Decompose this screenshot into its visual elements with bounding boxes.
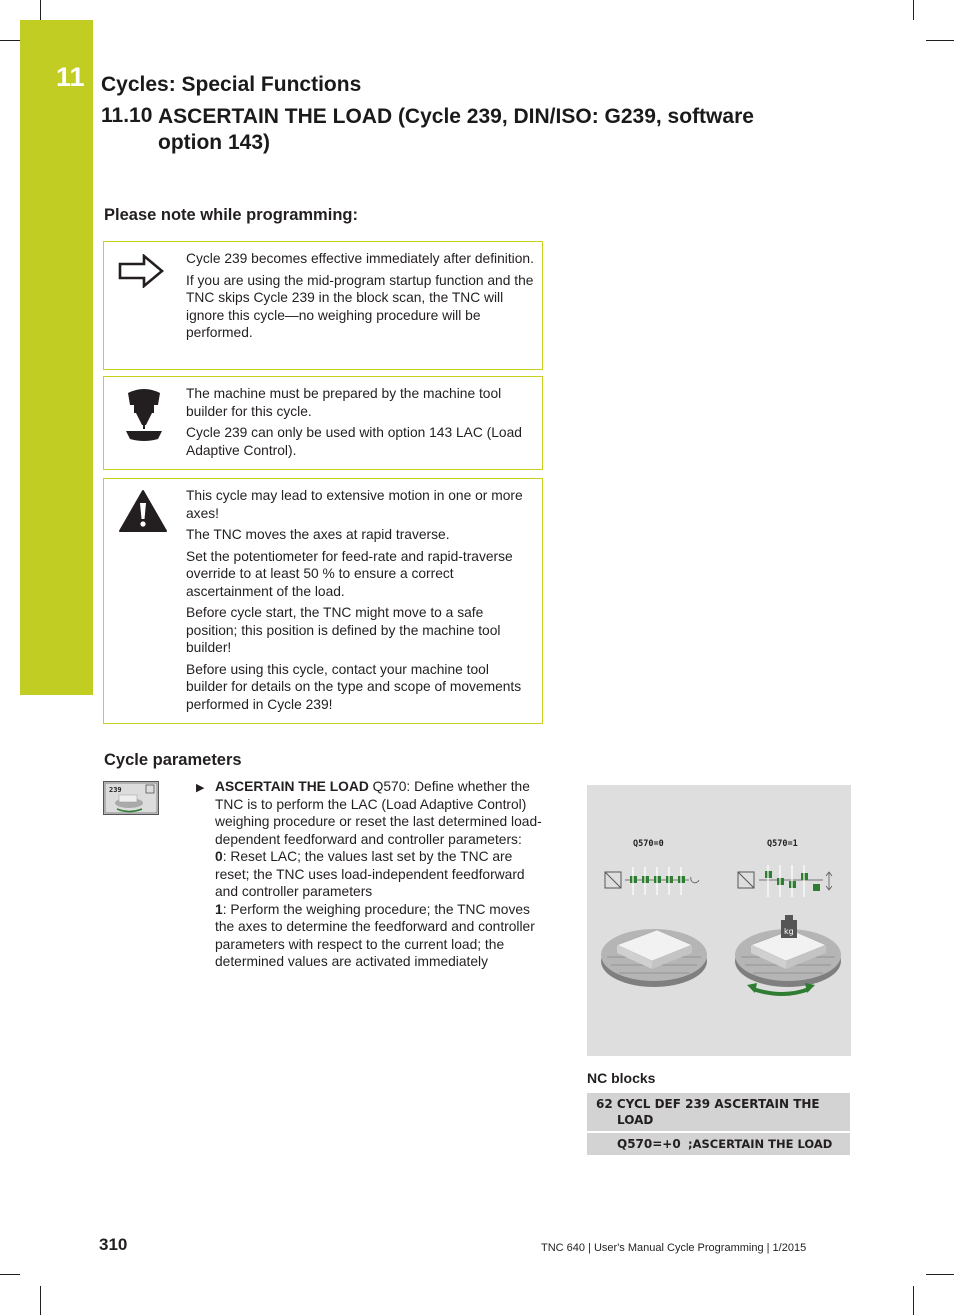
- crop-mark: [0, 40, 20, 41]
- param-intro: Q570: Define whether the TNC is to perform the LAC (Load Adaptive Control) weighing procedure or reset the last determined load-dependent feedforward and controller parameters:: [215, 779, 542, 847]
- param-name: ASCERTAIN THE LOAD: [215, 779, 369, 794]
- note-text: [186, 250, 534, 346]
- param-option-key: 0: [215, 849, 223, 864]
- param-description: [215, 778, 550, 971]
- param-option-text: : Reset LAC; the values last set by the TNC are reset; the TNC uses load-independent feedforward and controller parameters: [215, 849, 525, 899]
- crop-mark: [0, 1274, 20, 1275]
- note-paragraph: The TNC moves the axes at rapid traverse.: [186, 527, 450, 542]
- section-number: 11.10: [101, 104, 153, 127]
- weight-label: kg: [784, 927, 794, 936]
- note-text: [186, 487, 534, 717]
- crop-mark: [40, 1286, 41, 1315]
- note-paragraph: Cycle 239 can only be used with option 143 LAC (Load Adaptive Control).: [186, 425, 522, 458]
- nc-block-row: [587, 1093, 850, 1131]
- note-paragraph: The machine must be prepared by the machine tool builder for this cycle.: [186, 386, 502, 419]
- section-title: ASCERTAIN THE LOAD (Cycle 239, DIN/ISO: G239, software option 143): [158, 105, 754, 154]
- notes-heading: Please note while programming:: [104, 206, 358, 224]
- note-paragraph: Set the potentiometer for feed-rate and rapid-traverse override to at least 50 % to ensure a correct ascertainment of the load.: [186, 548, 513, 599]
- arrow-right-icon: [118, 254, 164, 293]
- note-box-effective: [103, 241, 543, 370]
- nc-block-text: 62 CYCL DEF 239 ASCERTAIN THE: [596, 1097, 820, 1111]
- chapter-title: Cycles: Special Functions: [101, 73, 362, 96]
- cycle-239-softkey[interactable]: [103, 781, 159, 815]
- warning-icon: [118, 489, 168, 538]
- figure-label-right: Q570=1: [767, 839, 798, 849]
- note-paragraph: Cycle 239 becomes effective immediately after definition.: [186, 251, 534, 266]
- crop-mark: [913, 0, 914, 20]
- bullet-triangle-icon: ▶: [196, 782, 205, 794]
- note-paragraph: Before cycle start, the TNC might move to a safe position; this position is defined by the machine tool builder!: [186, 605, 501, 655]
- rotary-table-right: [735, 915, 841, 994]
- note-paragraph: If you are using the mid-program startup function and the TNC skips Cycle 239 in the block scan, the TNC will ignore this cycle—no weighing procedure will be performed.: [186, 272, 534, 340]
- cycle-parameters-heading: Cycle parameters: [104, 751, 242, 769]
- nc-block-row: [587, 1133, 850, 1155]
- softkey-label: 239: [109, 786, 122, 794]
- figure-label-left: Q570=0: [633, 839, 664, 849]
- note-paragraph: This cycle may lead to extensive motion in one or more axes!: [186, 488, 523, 521]
- softkey-graphic-icon: [104, 782, 158, 814]
- nc-block-param: Q570=+0: [617, 1137, 681, 1151]
- note-box-warning: [103, 478, 543, 724]
- footer-text: TNC 640 | User's Manual Cycle Programming | 1/2015: [541, 1242, 807, 1254]
- note-text: [186, 385, 534, 463]
- cycle-illustration: [587, 785, 851, 1056]
- chapter-number: 11: [56, 62, 85, 92]
- crop-mark: [40, 0, 41, 20]
- page-number: 310: [99, 1235, 128, 1254]
- param-option-key: 1: [215, 901, 223, 917]
- signal-weighing-graphic: [738, 865, 832, 897]
- nc-block-comment: ;ASCERTAIN THE LOAD: [688, 1137, 833, 1151]
- note-paragraph: Before using this cycle, contact your machine tool builder for details on the type and scope of movements performed in Cycle 239!: [186, 661, 522, 712]
- chapter-tab: [20, 20, 93, 695]
- crop-mark: [913, 1286, 914, 1315]
- crop-mark: [926, 1274, 954, 1275]
- nc-block-text: LOAD: [617, 1113, 654, 1127]
- signal-reset-graphic: [605, 867, 699, 895]
- param-option-text: : Perform the weighing procedure; the TNC moves the axes to determine the feedforward and controller parameters with respect to the current load; the determined values are activated immediately: [215, 901, 535, 969]
- nc-blocks-heading: NC blocks: [587, 1070, 656, 1086]
- note-box-machine: [103, 376, 543, 470]
- crop-mark: [926, 40, 954, 41]
- rotary-table-left: [601, 929, 707, 987]
- machine-tool-icon: [124, 387, 164, 448]
